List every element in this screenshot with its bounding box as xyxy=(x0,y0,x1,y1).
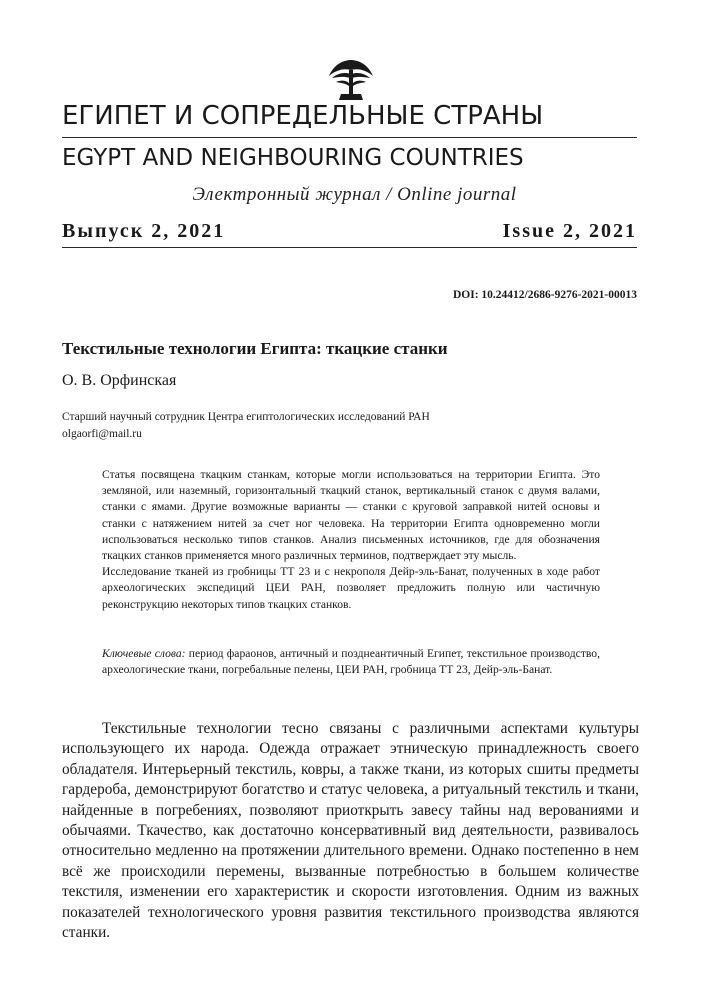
issue-label-en: Issue 2, 2021 xyxy=(502,220,637,242)
article-author: О. В. Орфинская xyxy=(62,372,177,389)
journal-title-ru: ЕГИПЕТ И СОПРЕДЕЛЬНЫЕ СТРАНЫ xyxy=(62,101,544,131)
header-divider xyxy=(62,137,637,138)
keywords-label: Ключевые слова: xyxy=(102,647,186,660)
abstract xyxy=(102,467,600,613)
doi-link[interactable]: DOI: 10.24412/2686-9276-2021-00013 xyxy=(453,289,637,301)
article-body xyxy=(62,719,639,943)
issue-divider xyxy=(62,247,637,248)
author-affiliation: Старший научный сотрудник Центра египтологических исследований РАН xyxy=(62,411,430,423)
journal-logo-icon xyxy=(326,56,376,102)
journal-title-en: EGYPT AND NEIGHBOURING COUNTRIES xyxy=(62,145,524,171)
article-title: Текстильные технологии Египта: ткацкие станки xyxy=(62,339,448,358)
keywords-list: период фараонов, античный и позднеантичный Египет, текстильное производство, археологические ткани, погребальные пелены, ЦЕИ РАН, гробница ТТ 23, Дейр-эль-Банат. xyxy=(102,647,600,677)
author-affiliation-block xyxy=(62,409,430,443)
journal-subtitle: Электронный журнал / Online journal xyxy=(192,184,517,205)
abstract-paragraph: Исследование тканей из гробницы ТТ 23 и с некрополя Дейр-эль-Банат, полученных в ходе работ археологических экспедиций ЦЕИ РАН, позволяет предложить полную или частичную реконструкцию некоторых типов ткацких станков. xyxy=(102,565,600,611)
issue-label-ru: Выпуск 2, 2021 xyxy=(62,220,226,242)
abstract-paragraph: Статья посвящена ткацким станкам, которые могли использоваться на территории Египта. Это земляной, или наземный, горизонтальный ткацкий станок, вертикальный станок с двумя валами, станки с ямами. Другие возможные варианты — станки с круговой заправкой нитей основы и станки с натяжением нитей за счет ног человека. На территории Египта одновременно могли использоваться несколько типов станков. Анализ письменных источников, где для обозначения ткацких станков применяется много различных терминов, подтверждает эту мысль. xyxy=(102,468,600,563)
body-paragraph: Текстильные технологии тесно связаны с различными аспектами культуры использующего их народа. Одежда отражает этническую принадлежность своего обладателя. Интерьерный текстиль, ковры, а также ткани, из которых сшиты предметы гардероба, демонстрируют богатство и статус человека, а ритуальный текстиль и ткани, найденные в погребениях, позволяют приоткрыть завесу тайны над верованиями и обычаями. Ткачество, как достаточно консервативный вид деятельности, развивалось относительно медленно на протяжении длительного времени. Однако постепенно в нем всё же происходили перемены, вызванные потребностью в большем количестве текстиля, изменении его характеристик и скорости изготовления. Одним из важных показателей технологического уровня развития текстильного производства являются станки. xyxy=(62,720,639,942)
keywords xyxy=(102,646,600,678)
author-email[interactable]: olgaorfi@mail.ru xyxy=(62,428,142,440)
